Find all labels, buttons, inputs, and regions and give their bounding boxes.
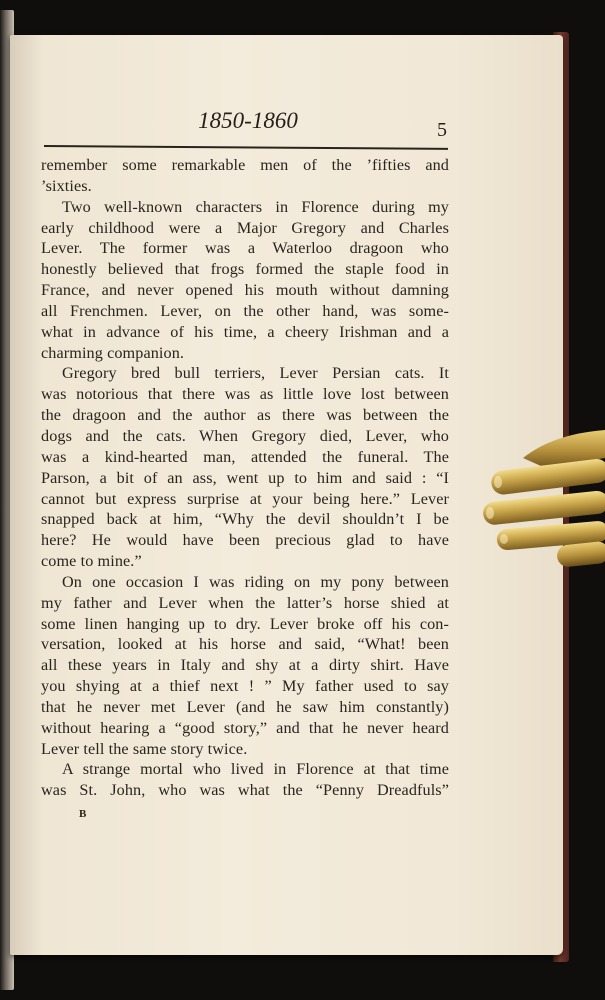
text-line: Lever tell the same story twice. — [41, 739, 248, 758]
text-line: dogs and the cats. When Gregory died, Lever, who — [41, 426, 449, 445]
text-line: was notorious that there was as little love lost between — [41, 385, 449, 404]
text-line: the dragoon and the author as there was between the — [41, 406, 449, 425]
signature-mark: B — [79, 808, 87, 820]
text-line: On one occasion I was riding on my pony between — [62, 572, 449, 591]
text-line: versation, looked at his horse and said, “What! been — [41, 635, 449, 654]
brass-hand-page-holder-icon — [478, 428, 605, 576]
text-line: France, and never opened his mouth without damning — [41, 281, 449, 300]
text-line: early childhood were a Major Gregory and Charles — [41, 218, 449, 237]
text-line: ’sixties. — [41, 176, 92, 195]
text-line: cannot but express surprise at your being here.” Lever — [41, 489, 449, 508]
text-line: A strange mortal who lived in Florence at that time — [62, 760, 449, 779]
text-line: remember some remarkable men of the ’fifties and — [41, 156, 449, 174]
text-line: Gregory bred bull terriers, Lever Persian cats. It — [62, 364, 449, 383]
text-line: here? He would have been precious glad to have — [41, 531, 449, 550]
text-line: Two well-known characters in Florence during my — [62, 197, 449, 216]
text-line: Lever. The former was a Waterloo dragoon who — [41, 239, 449, 258]
text-line: all these years in Italy and shy at a dirty shirt. Have — [41, 656, 449, 675]
text-line: come to mine.” — [41, 552, 142, 571]
text-line: without hearing a “good story,” and that he never heard — [41, 718, 449, 737]
text-line: Parson, a bit of an ass, went up to him and said : “I — [41, 468, 449, 487]
text-line: what in advance of his time, a cheery Irishman and a — [41, 322, 449, 341]
text-line: you shying at a thief next ! ” My father used to say — [41, 677, 449, 696]
page-number: 5 — [437, 119, 447, 141]
text-line: was St. John, who was what the “Penny Dreadfuls” — [41, 781, 449, 800]
body-text — [41, 155, 449, 801]
text-line: was a kind-hearted man, attended the funeral. The — [41, 447, 449, 466]
text-line: some linen hanging up to dry. Lever broke off his con- — [41, 614, 449, 633]
text-line: my father and Lever when the latter’s horse shied at — [41, 593, 449, 612]
text-line: charming companion. — [41, 343, 185, 362]
text-line: that he never met Lever (and he saw him constantly) — [41, 697, 449, 716]
running-head: 1850-1860 — [198, 108, 298, 133]
text-line: all Frenchmen. Lever, on the other hand, was some- — [41, 301, 449, 320]
text-line: snapped back at him, “Why the devil shouldn’t I be — [41, 510, 449, 529]
text-line: honestly believed that frogs formed the staple food in — [41, 260, 449, 279]
